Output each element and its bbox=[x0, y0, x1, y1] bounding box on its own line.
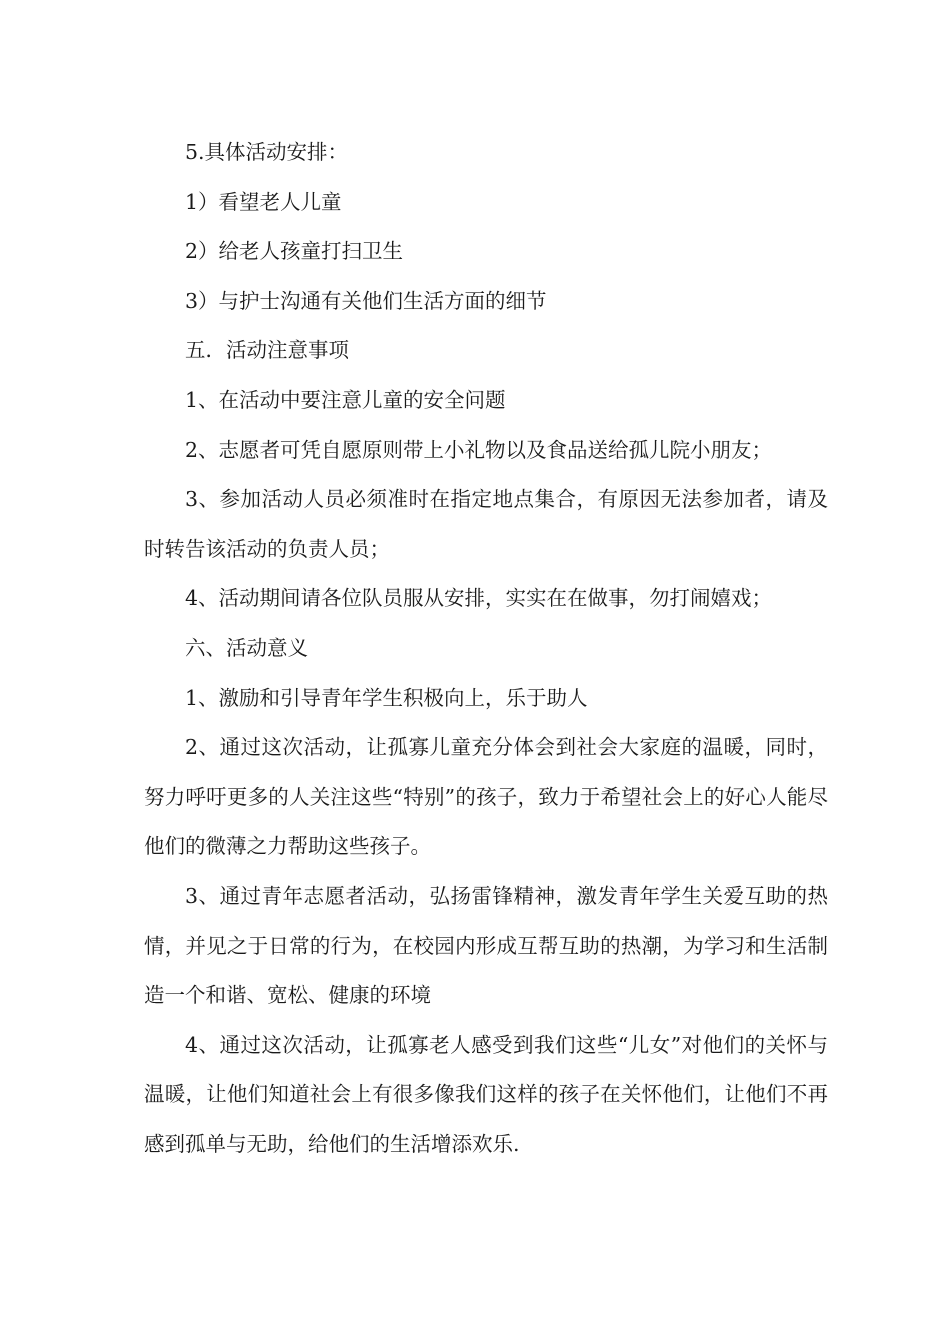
list-item: 2、志愿者可凭自愿原则带上小礼物以及食品送给孤儿院小朋友； bbox=[185, 437, 773, 462]
list-item: 2、通过这次活动，让孤寡儿童充分体会到社会大家庭的温暖，同时，努力呼吁更多的人关注这些“特别”的孩子，致力于希望社会上的好心人能尽他们的微薄之力帮助这些孩子。 bbox=[144, 735, 828, 859]
list-item: 1、激励和引导青年学生积极向上，乐于助人 bbox=[185, 685, 588, 710]
section-heading-notes: 五．活动注意事项 bbox=[185, 338, 349, 363]
list-item: 1）看望老人儿童 bbox=[185, 189, 342, 214]
list-item: 1、在活动中要注意儿童的安全问题 bbox=[185, 387, 506, 412]
section-heading-schedule: 5.具体活动安排： bbox=[185, 140, 349, 164]
list-item: 4、活动期间请各位队员服从安排，实实在在做事，勿打闹嬉戏； bbox=[185, 586, 773, 611]
list-item: 2）给老人孩童打扫卫生 bbox=[185, 239, 404, 264]
section-heading-significance: 六、活动意义 bbox=[185, 635, 308, 660]
document-body bbox=[144, 128, 828, 1169]
list-item: 3）与护士沟通有关他们生活方面的细节 bbox=[185, 288, 547, 313]
list-item: 4、通过这次活动，让孤寡老人感受到我们这些“儿女”对他们的关怀与温暖，让他们知道社会上有很多像我们这样的孩子在关怀他们，让他们不再感到孤单与无助，给他们的生活增添欢乐. bbox=[144, 1032, 828, 1156]
list-item: 3、通过青年志愿者活动，弘扬雷锋精神，激发青年学生关爱互助的热情，并见之于日常的行为，在校园内形成互帮互助的热潮，为学习和生活制造一个和谐、宽松、健康的环境 bbox=[144, 883, 828, 1008]
list-item: 3、参加活动人员必须准时在指定地点集合，有原因无法参加者，请及时转告该活动的负责人员； bbox=[144, 487, 828, 561]
